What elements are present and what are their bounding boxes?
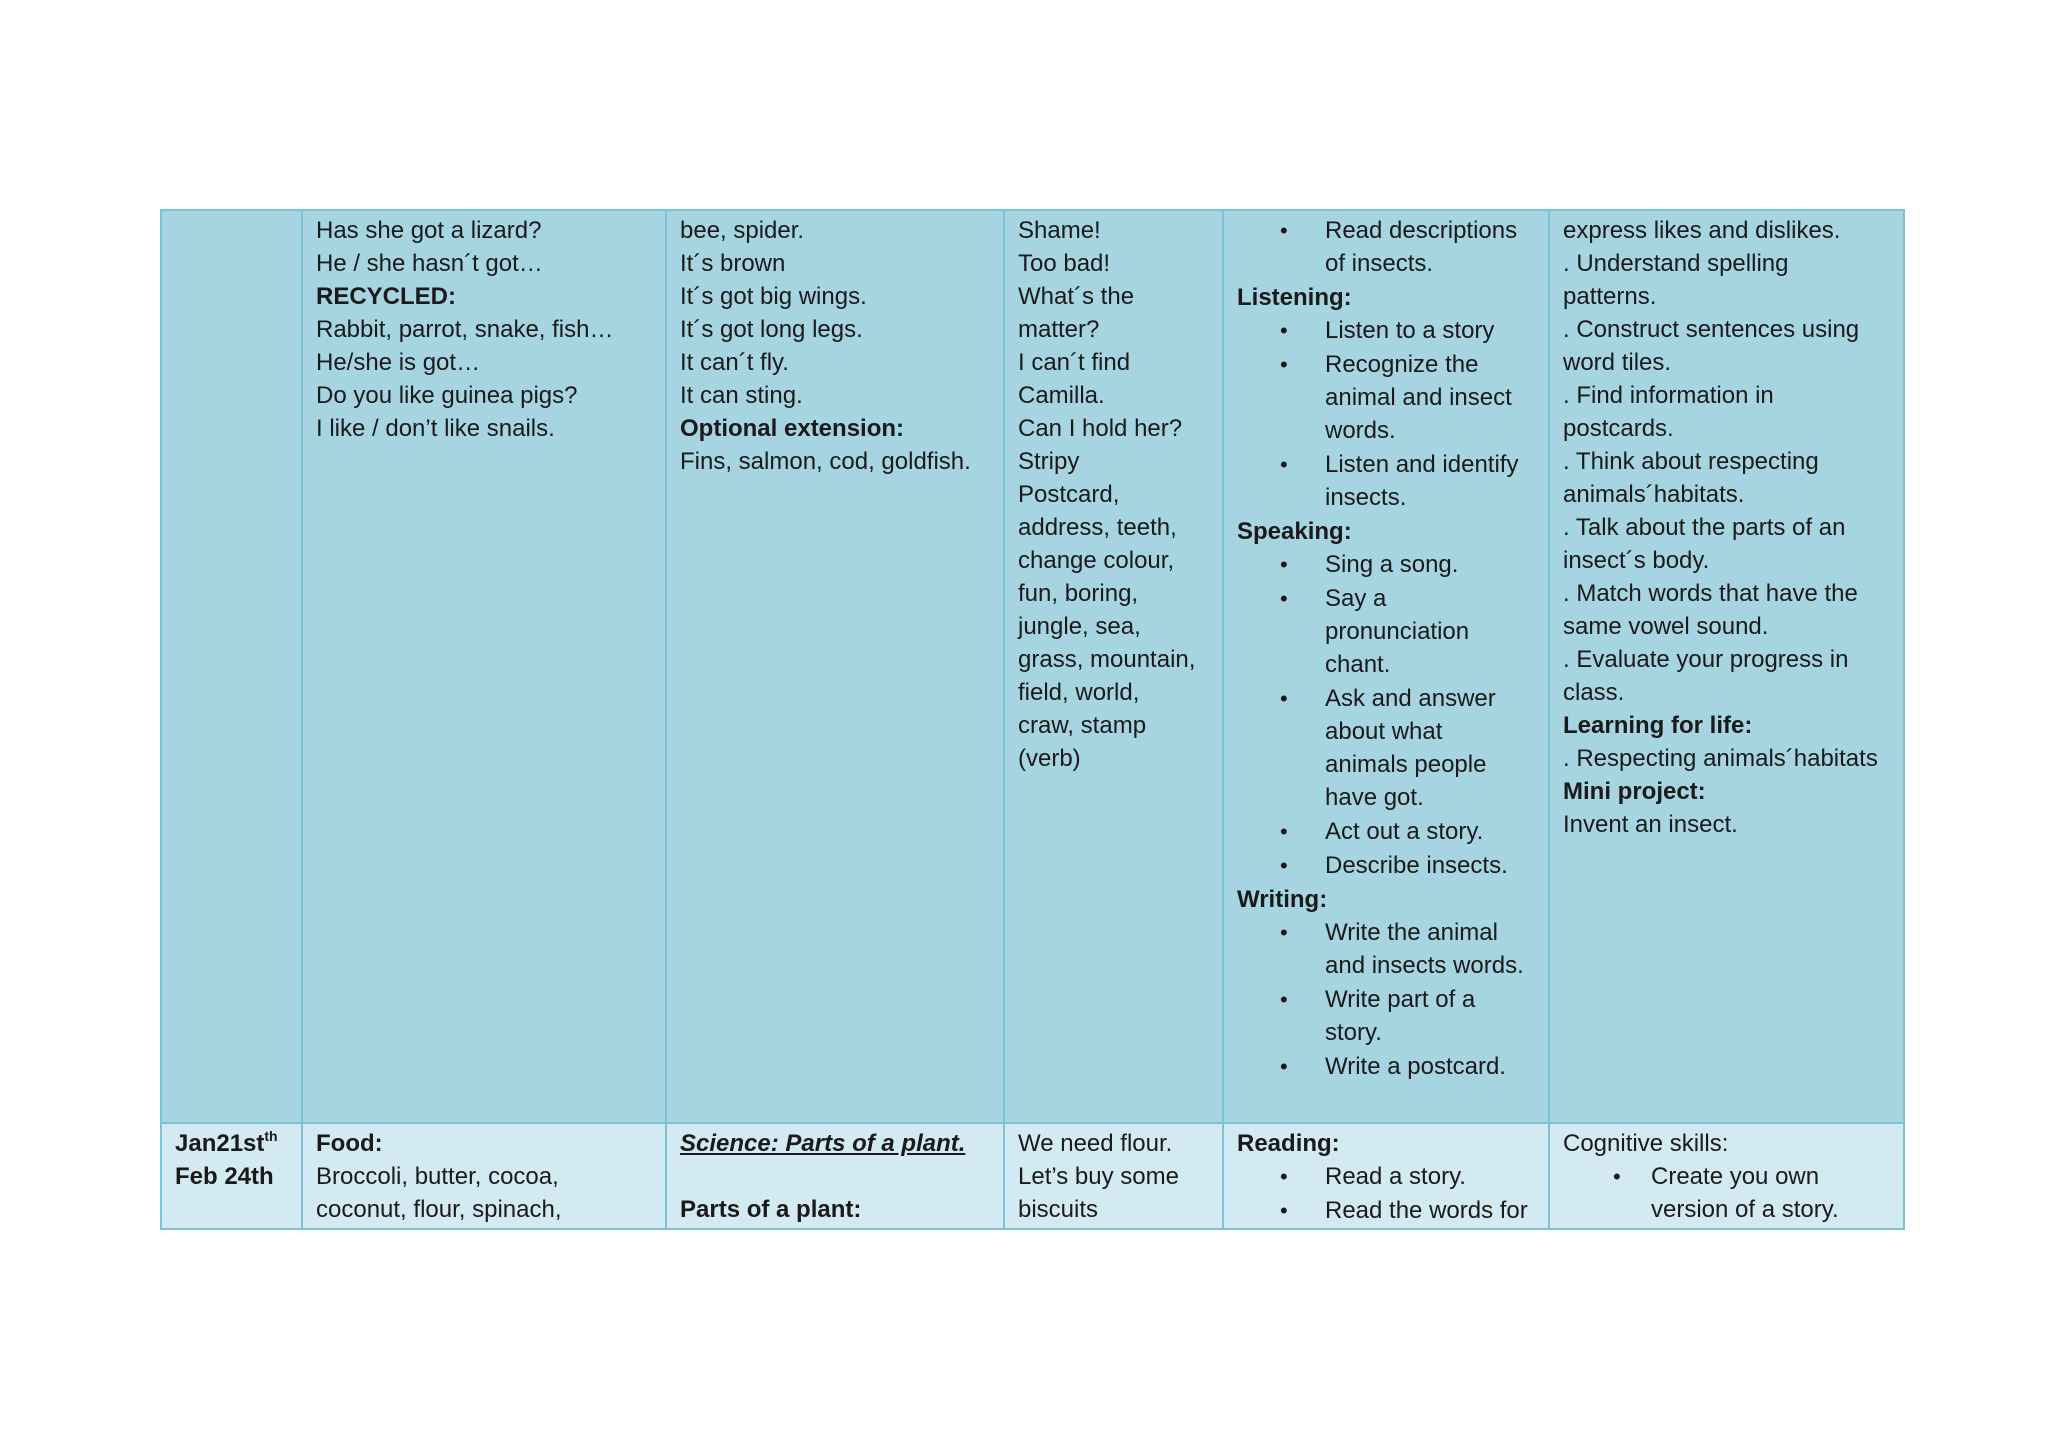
text-line: Fins, salmon, cod, goldfish.: [680, 448, 971, 475]
section-heading: RECYCLED:: [316, 283, 457, 310]
table-row: [161, 1123, 1904, 1229]
text-line: jungle, sea,: [1018, 613, 1141, 640]
text-line: Rabbit, parrot, snake, fish…: [316, 316, 614, 343]
skills-cell: [1223, 210, 1549, 1123]
text-line: same vowel sound.: [1563, 613, 1769, 640]
bullet-icon: •: [1280, 819, 1288, 844]
bullet-icon: •: [1280, 586, 1288, 611]
text-line: It´s got big wings.: [680, 283, 867, 310]
section-heading: Learning for life:: [1563, 712, 1753, 739]
text-line: Too bad!: [1018, 250, 1111, 277]
text-line: express likes and dislikes.: [1563, 217, 1841, 244]
bullet-icon: •: [1280, 552, 1288, 577]
expressions-cell: [1004, 1123, 1223, 1229]
text-line: grass, mountain,: [1018, 646, 1196, 673]
bullet-icon: •: [1280, 452, 1288, 477]
section-heading: Writing:: [1237, 886, 1328, 913]
text-line: class.: [1563, 679, 1625, 706]
list-item: • Ask and answer about what animals people have got.: [1237, 682, 1536, 814]
bullet-icon: •: [1280, 1198, 1288, 1223]
text-line: (verb): [1018, 745, 1081, 772]
bullet-list: [1237, 214, 1536, 280]
competences-cell: [1549, 210, 1904, 1123]
section-heading: Food:: [316, 1130, 383, 1157]
text-line: It can sting.: [680, 382, 803, 409]
text-line: It´s got long legs.: [680, 316, 863, 343]
cross-curricular-title: Science: Parts of a plant.: [680, 1130, 966, 1157]
table-row: [161, 210, 1904, 1123]
text-line: What´s the: [1018, 283, 1135, 310]
list-item: • Listen and identify insects.: [1237, 448, 1536, 514]
text-line: Postcard,: [1018, 481, 1120, 508]
competences-cell: [1549, 1123, 1904, 1229]
section-heading: Cognitive skills:: [1563, 1130, 1729, 1157]
text-line: craw, stamp: [1018, 712, 1147, 739]
text-line: Can I hold her?: [1018, 415, 1183, 442]
list-item: • Describe insects.: [1237, 849, 1536, 882]
list-item: • Write the animal and insects words.: [1237, 916, 1536, 982]
vocabulary-cell: [302, 1123, 666, 1229]
bullet-list: [1563, 1160, 1891, 1226]
text-line: . Understand spelling: [1563, 250, 1789, 277]
text-line: Broccoli, butter, cocoa,: [316, 1163, 559, 1190]
text-line: address, teeth,: [1018, 514, 1177, 541]
section-heading: Listening:: [1237, 284, 1352, 311]
text-line: I like / don’t like snails.: [316, 415, 555, 442]
text-line: He/she is got…: [316, 349, 481, 376]
text-line: . Find information in: [1563, 382, 1774, 409]
date-cell: [161, 210, 302, 1123]
text-line: postcards.: [1563, 415, 1674, 442]
text-line: patterns.: [1563, 283, 1657, 310]
text-line: . Respecting animals´habitats: [1563, 745, 1878, 772]
bullet-icon: •: [1613, 1164, 1621, 1189]
bullet-icon: •: [1280, 318, 1288, 343]
section-heading: Parts of a plant:: [680, 1196, 862, 1223]
text-line: I can´t find: [1018, 349, 1131, 376]
list-item: • Write part of a story.: [1237, 983, 1536, 1049]
text-line: Shame!: [1018, 217, 1101, 244]
text-line: coconut, flour, spinach,: [316, 1196, 562, 1223]
date-end: Feb 24th: [175, 1163, 274, 1190]
text-line: matter?: [1018, 316, 1100, 343]
skills-cell: [1223, 1123, 1549, 1229]
bullet-icon: •: [1280, 352, 1288, 377]
blank-line: [680, 1160, 991, 1193]
text-line: fun, boring,: [1018, 580, 1139, 607]
list-item: • Sing a song.: [1237, 548, 1536, 581]
text-line: . Evaluate your progress in: [1563, 646, 1849, 673]
list-item: • Say a pronunciation chant.: [1237, 582, 1536, 681]
section-heading: Speaking:: [1237, 518, 1352, 545]
bullet-icon: •: [1280, 1164, 1288, 1189]
text-line: bee, spider.: [680, 217, 805, 244]
vocabulary-extension-cell: [666, 1123, 1004, 1229]
bullet-icon: •: [1280, 686, 1288, 711]
text-line: Do you like guinea pigs?: [316, 382, 578, 409]
bullet-list: [1237, 548, 1536, 882]
section-heading: Mini project:: [1563, 778, 1706, 805]
text-line: animals´habitats.: [1563, 481, 1745, 508]
text-line: Camilla.: [1018, 382, 1105, 409]
list-item: • Read a story.: [1237, 1160, 1536, 1193]
list-item: • Write a postcard.: [1237, 1050, 1536, 1083]
text-line: . Construct sentences using: [1563, 316, 1860, 343]
bullet-icon: •: [1280, 218, 1288, 243]
lesson-plan-table: [160, 209, 1905, 1230]
bullet-icon: •: [1280, 920, 1288, 945]
text-line: Invent an insect.: [1563, 811, 1738, 838]
section-heading: Reading:: [1237, 1130, 1340, 1157]
text-line: Stripy: [1018, 448, 1080, 475]
text-line: . Think about respecting: [1563, 448, 1819, 475]
bullet-list: [1237, 1160, 1536, 1227]
text-line: We need flour.: [1018, 1130, 1173, 1157]
text-line: He / she hasn´t got…: [316, 250, 543, 277]
bullet-list: [1237, 314, 1536, 514]
bullet-icon: •: [1280, 987, 1288, 1012]
date-cell: [161, 1123, 302, 1229]
text-line: Let’s buy some: [1018, 1163, 1179, 1190]
text-line: It can´t fly.: [680, 349, 789, 376]
list-item: • Act out a story.: [1237, 815, 1536, 848]
list-item: • Read the words for: [1237, 1194, 1536, 1227]
list-item: • Recognize the animal and insect words.: [1237, 348, 1536, 447]
expressions-cell: [1004, 210, 1223, 1123]
text-line: . Match words that have the: [1563, 580, 1858, 607]
text-line: field, world,: [1018, 679, 1140, 706]
text-line: . Talk about the parts of an: [1563, 514, 1846, 541]
vocabulary-cell: [302, 210, 666, 1123]
text-line: insect´s body.: [1563, 547, 1710, 574]
text-line: biscuits: [1018, 1196, 1099, 1223]
list-item: • Listen to a story: [1237, 314, 1536, 347]
bullet-list: [1237, 916, 1536, 1083]
bullet-icon: •: [1280, 853, 1288, 878]
section-heading: Optional extension:: [680, 415, 905, 442]
date-start: $Jan21st^{th}$: [175, 1128, 278, 1157]
vocabulary-extension-cell: [666, 210, 1004, 1123]
text-line: Has she got a lizard?: [316, 217, 542, 244]
text-line: It´s brown: [680, 250, 786, 277]
text-line: word tiles.: [1563, 349, 1672, 376]
bullet-icon: •: [1280, 1054, 1288, 1079]
list-item: • Read descriptions of insects.: [1237, 214, 1536, 280]
text-line: change colour,: [1018, 547, 1175, 574]
list-item: • Create you own version of a story.: [1563, 1160, 1891, 1226]
